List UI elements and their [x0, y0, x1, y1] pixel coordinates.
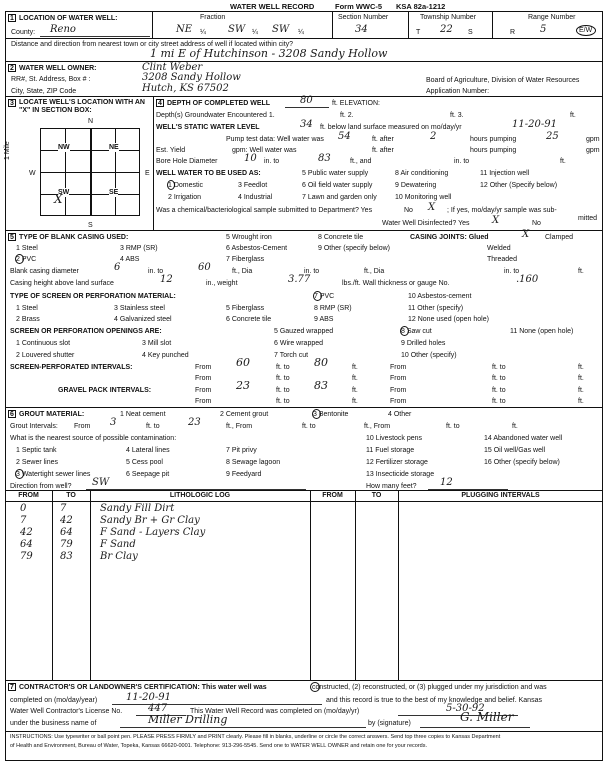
- bore-in-to2: in. to: [454, 158, 470, 165]
- weight-value: 3.77: [288, 274, 311, 285]
- table-col-line: [52, 490, 53, 680]
- completed-value: 11-20-91: [126, 692, 171, 703]
- ft-to: ft. to: [276, 398, 290, 405]
- row-from: 0: [20, 503, 27, 514]
- grid-line: [115, 128, 116, 216]
- bore-dia: 10: [244, 153, 257, 164]
- gp-from-label: From: [195, 387, 212, 394]
- chem-tail: ; If yes, mo/day/yr sample was sub-: [447, 207, 557, 214]
- use-2: 2 Irrigation: [168, 194, 202, 201]
- gravel-pack-label: GRAVEL PACK INTERVALS:: [58, 387, 152, 394]
- cert-label: CONTRACTOR'S OR LANDOWNER'S CERTIFICATION: This water well was: [19, 684, 267, 691]
- open-10: 10 Other (specify): [401, 352, 457, 359]
- use-10: 10 Monitoring well: [395, 194, 452, 201]
- divider: [5, 38, 603, 39]
- contam-3: 3 Watertight sewer lines: [16, 471, 91, 478]
- use-1: 1 Domestic: [168, 182, 204, 189]
- sp-ft-to: ft. to: [276, 364, 290, 371]
- form-title: WATER WELL RECORD: [230, 2, 315, 11]
- ft: ft.: [578, 398, 584, 405]
- use-8: 8 Air conditioning: [395, 170, 449, 177]
- mitted: mitted: [578, 215, 598, 222]
- section-1-number: 1: [8, 14, 16, 22]
- casing-8: 8 Concrete tile: [318, 234, 364, 241]
- row-desc: F Sand - Layers Clay: [100, 527, 206, 538]
- disinfected-label: Water Well Disinfected? Yes: [382, 220, 470, 227]
- height-label: Casing height above land surface: [10, 280, 114, 287]
- underline: [285, 107, 329, 108]
- row-desc: Sandy Br + Gr Clay: [100, 515, 200, 526]
- township-suffix: S: [468, 29, 473, 36]
- screen-12: 12 None used (open hole): [408, 316, 489, 323]
- screen-6: 6 Concrete tile: [226, 316, 272, 323]
- nw-label: NW: [58, 144, 70, 151]
- row-to: 83: [60, 551, 73, 562]
- grout-1: 1 Neat cement: [120, 411, 166, 418]
- fraction-q1: NE: [176, 24, 193, 35]
- divider: [332, 11, 333, 38]
- ft: ft.: [578, 268, 584, 275]
- fraction-label: Fraction: [200, 14, 226, 21]
- ft: ft.: [578, 364, 584, 371]
- contam-16: 16 Other (specify below): [484, 459, 560, 466]
- open-4: 4 Key punched: [142, 352, 189, 359]
- groundwater-label: Depth(s) Groundwater Encountered 1.: [156, 112, 275, 119]
- grout-2: 2 Cement grout: [220, 411, 269, 418]
- pump-after: ft. after: [372, 136, 394, 143]
- gi-ft-from: ft., From: [226, 423, 253, 430]
- joints-label: CASING JOINTS: Glued: [410, 234, 489, 241]
- casing-6: 6 Asbestos-Cement: [226, 245, 288, 252]
- chem-no: No: [404, 207, 413, 214]
- blank-dia: 6: [114, 262, 121, 273]
- gi-from-label: From: [74, 423, 91, 430]
- sp-to: 80: [314, 356, 328, 369]
- section-7-number: 7: [8, 683, 16, 691]
- open-7: 7 Torch cut: [274, 352, 309, 359]
- casing-9: 9 Other (specify below): [318, 245, 390, 252]
- use-11: 11 Injection well: [480, 170, 530, 177]
- ft-to: ft. to: [492, 364, 506, 371]
- casing-5: 5 Wrought iron: [226, 234, 272, 241]
- yield-gpm: gpm: [586, 147, 600, 154]
- divider: [5, 407, 603, 408]
- contam-13: 13 Insecticide storage: [366, 471, 435, 478]
- gp-ft-to: ft. to: [276, 387, 290, 394]
- contam-5: 5 Cess pool: [126, 459, 163, 466]
- open-8: 8 Saw cut: [401, 328, 432, 335]
- screen-2: 2 Brass: [16, 316, 40, 323]
- use-5: 5 Public water supply: [302, 170, 369, 177]
- direction-value: SW: [92, 477, 110, 488]
- county-label: County:: [11, 29, 36, 36]
- from-label: From: [195, 398, 212, 405]
- screen-1: 1 Steel: [16, 305, 38, 312]
- ft: ft.: [352, 375, 358, 382]
- instructions-line1: INSTRUCTIONS: Use typewriter or ball point pen. PLEASE PRESS FIRMLY and PRINT clearly. Please fill in blanks, underline or circle the correct answers. Send top three copies to Kansas Department: [10, 734, 501, 740]
- township-value: 22: [440, 24, 453, 35]
- sp-from: 60: [236, 356, 250, 369]
- divider: [5, 731, 603, 732]
- contam-9: 9 Feedyard: [226, 471, 262, 478]
- divider: [5, 680, 603, 681]
- static-mid: ft. below land surface measured on mo/day/yr: [320, 124, 462, 131]
- openings-label: SCREEN OR PERFORATION OPENINGS ARE:: [10, 328, 162, 335]
- east: E: [145, 170, 150, 177]
- county-underline: [40, 36, 150, 37]
- ne-label: NE: [109, 144, 119, 151]
- section-5-number: 5: [8, 233, 16, 241]
- col-to: TO: [66, 492, 76, 499]
- depth-value: 80: [300, 95, 313, 106]
- screen-8: 8 RMP (SR): [314, 305, 352, 312]
- ft: ft.: [352, 398, 358, 405]
- ft: ft.: [352, 387, 358, 394]
- screen-10: 10 Asbestos-cement: [408, 293, 472, 300]
- application-label: Application Number:: [426, 88, 490, 95]
- threaded: Threaded: [487, 256, 517, 263]
- screen-9: 9 ABS: [314, 316, 334, 323]
- contam-4: 4 Lateral lines: [126, 447, 170, 454]
- owner-label: WATER WELL OWNER:: [19, 65, 97, 72]
- from-label: From: [390, 398, 407, 405]
- open-5: 5 Gauzed wrapped: [274, 328, 334, 335]
- contam-8: 8 Sewage lagoon: [226, 459, 281, 466]
- board-text: Board of Agriculture, Division of Water Resources: [426, 77, 580, 84]
- howmany-label: How many feet?: [366, 483, 417, 490]
- completed-tail: and this record is true to the best of my knowledge and belief. Kansas: [326, 697, 542, 704]
- contam-label: What is the nearest source of possible contamination:: [10, 435, 177, 442]
- row-desc: F Sand: [100, 539, 136, 550]
- open-2: 2 Louvered shutter: [16, 352, 75, 359]
- casing-4: 4 ABS: [120, 256, 140, 263]
- license-label: Water Well Contractor's License No.: [10, 708, 123, 715]
- ft: ft.: [578, 375, 584, 382]
- row-desc: Sandy Fill Dirt: [100, 503, 175, 514]
- open-3: 3 Mill slot: [142, 340, 172, 347]
- mile-label: 1 Mile: [4, 141, 11, 160]
- bore-ft: ft.: [560, 158, 566, 165]
- row-from: 7: [20, 515, 27, 526]
- ft-to: ft. to: [492, 387, 506, 394]
- chem-label: Was a chemical/bacteriological sample submitted to Department? Yes: [156, 207, 373, 214]
- contam-12: 12 Fertilizer storage: [366, 459, 428, 466]
- quarter-mark: ¼: [298, 29, 304, 36]
- gi-ft-to3: ft. to: [446, 423, 460, 430]
- row-to: 42: [60, 515, 73, 526]
- col-to2: TO: [371, 492, 382, 499]
- screen-11: 11 Other (specify): [408, 305, 464, 312]
- underline: [420, 727, 530, 728]
- north: N: [88, 118, 94, 125]
- from-label: From: [195, 375, 212, 382]
- howmany-value: 12: [440, 477, 453, 488]
- township-prefix: T: [416, 29, 421, 36]
- in-to: in. to: [504, 268, 520, 275]
- gi-from: 3: [110, 417, 117, 428]
- groundwater-ft2: ft. 2.: [340, 112, 354, 119]
- from-label: From: [390, 387, 407, 394]
- completed-label: completed on (mo/day/year): [10, 697, 98, 704]
- west: W: [29, 170, 36, 177]
- bore-to: 83: [318, 153, 331, 164]
- open-1: 1 Continuous slot: [16, 340, 71, 347]
- grid-line: [65, 128, 66, 216]
- grout-3: 3 Bentonite: [313, 411, 349, 418]
- gauge-value: .160: [516, 274, 539, 285]
- address-label: RR#, St. Address, Box # :: [11, 76, 91, 83]
- casing-2: 2 PVC: [16, 256, 37, 263]
- depth-label: DEPTH OF COMPLETED WELL: [167, 100, 271, 107]
- ft-to: ft. to: [492, 398, 506, 405]
- pump-ft: 54: [338, 131, 351, 142]
- township-label: Township Number: [420, 14, 477, 21]
- business-label: under the business name of: [10, 720, 97, 727]
- casing-7: 7 Fiberglass: [226, 256, 265, 263]
- divider: [492, 11, 493, 38]
- pump-label: Pump test data: Well water was: [226, 136, 324, 143]
- underline: [112, 704, 322, 705]
- disinfected-yes-mark: X: [492, 215, 500, 226]
- casing-label: TYPE OF BLANK CASING USED:: [19, 234, 129, 241]
- section-number-label: Section Number: [338, 14, 389, 21]
- clamped: Clamped: [545, 234, 574, 241]
- underline: [120, 727, 366, 728]
- section-2-number: 2: [8, 64, 16, 72]
- ft-to: ft. to: [492, 375, 506, 382]
- gp-to: 83: [314, 379, 328, 392]
- contam-11: 11 Fuel storage: [366, 447, 415, 454]
- ft: ft.: [578, 387, 584, 394]
- grid-line: [90, 128, 92, 216]
- sp-from-label: From: [195, 364, 212, 371]
- record-date: 5-30-92: [446, 703, 485, 714]
- screen-3: 3 Stainless steel: [114, 305, 165, 312]
- range-prefix: R: [510, 29, 516, 36]
- section-4-number: 4: [156, 99, 164, 107]
- use-3: 3 Feedlot: [238, 182, 268, 189]
- blank-in-to: in. to: [148, 268, 164, 275]
- screen-7: 7 PVC: [314, 293, 335, 300]
- joints-glued-mark: X: [522, 229, 530, 240]
- south: S: [88, 222, 93, 229]
- table-col-line: [310, 490, 311, 680]
- divider: [152, 11, 153, 38]
- screen-label: TYPE OF SCREEN OR PERFORATION MATERIAL:: [10, 293, 176, 300]
- blank-dia-label: Blank casing diameter: [10, 268, 79, 275]
- use-12: 12 Other (Specify below): [480, 182, 558, 189]
- row-to: 79: [60, 539, 73, 550]
- open-6: 6 Wire wrapped: [274, 340, 324, 347]
- contam-7: 7 Pit privy: [226, 447, 257, 454]
- from-label: From: [390, 364, 407, 371]
- grout-label: GROUT MATERIAL:: [19, 411, 85, 418]
- open-11: 11 None (open hole): [510, 328, 574, 335]
- business-value: Miller Drilling: [148, 713, 228, 726]
- ft-to: ft. to: [276, 375, 290, 382]
- col-lithologic-log: LITHOLOGIC LOG: [169, 492, 231, 499]
- casing-1: 1 Steel: [16, 245, 38, 252]
- divider: [153, 96, 154, 230]
- row-desc: Br Clay: [100, 551, 138, 562]
- signature: G. Miller: [460, 710, 514, 724]
- gp-from: 23: [236, 379, 250, 392]
- col-from: FROM: [18, 492, 39, 499]
- section-3-number: 3: [8, 99, 16, 107]
- form-ksa: KSA 82a-1212: [396, 2, 446, 11]
- ft-dia: ft., Dia: [364, 268, 385, 275]
- direction-label: Direction from well?: [10, 483, 72, 490]
- table-col-line: [398, 490, 399, 680]
- instructions-line2: of Health and Environment, Bureau of Water, Topeka, Kansas 66620-0001. Telephone: 913-296-5545. Send one to WATER WELL OWNER and retain one for your records.: [10, 743, 428, 749]
- lbs-label: lbs./ft. Wall thickness or gauge No.: [342, 280, 450, 287]
- divider: [408, 11, 409, 38]
- gi-ft-to2: ft. to: [302, 423, 316, 430]
- use-4: 4 Industrial: [238, 194, 273, 201]
- locate-label: LOCATE WELL'S LOCATION WITH AN "X" IN SECTION BOX:: [19, 99, 145, 114]
- section-6-number: 6: [8, 410, 16, 418]
- casing-3: 3 RMP (SR): [120, 245, 158, 252]
- yield-mid: gpm: Well water was: [232, 147, 297, 154]
- from-label: From: [390, 375, 407, 382]
- col-plugging: PLUGGING INTERVALS: [461, 492, 540, 499]
- row-to: 64: [60, 527, 73, 538]
- yield-hours: hours pumping: [470, 147, 517, 154]
- bore-ft-and: ft., and: [350, 158, 372, 165]
- divider: [5, 61, 603, 62]
- grout-intervals-label: Grout Intervals:: [10, 423, 58, 430]
- row-to: 7: [60, 503, 67, 514]
- location-label: LOCATION OF WATER WELL:: [19, 15, 118, 22]
- distance-value: 1 mi E of Hutchinson - 3208 Sandy Hollow: [150, 47, 388, 60]
- open-9: 9 Drilled holes: [401, 340, 446, 347]
- divider: [5, 501, 603, 502]
- elevation-label: ft. ELEVATION:: [332, 100, 380, 107]
- divider: [5, 490, 603, 491]
- chem-no-mark: X: [428, 202, 436, 213]
- screen-5: 5 Fiberglass: [226, 305, 265, 312]
- divider: [5, 230, 603, 231]
- form-number: Form WWC-5: [335, 2, 383, 11]
- contam-10: 10 Livestock pens: [366, 435, 423, 442]
- yield-after: ft. after: [372, 147, 394, 154]
- cert-tail: constructed, (2) reconstructed, or (3) plugged under my jurisdiction and was: [312, 684, 547, 691]
- table-col-line: [355, 490, 356, 680]
- pump-gpm: 25: [546, 131, 559, 142]
- county-value: Reno: [50, 24, 76, 35]
- gi-ft-to: ft. to: [146, 423, 160, 430]
- city-label: City, State, ZIP Code: [11, 88, 77, 95]
- se-label: SE: [109, 189, 119, 196]
- contam-6: 6 Seepage pit: [126, 471, 170, 478]
- static-date: 11-20-91: [512, 119, 557, 130]
- fraction-q3: SW: [272, 24, 290, 35]
- range-ew: E/W: [579, 27, 593, 34]
- contam-15: 15 Oil well/Gas well: [484, 447, 546, 454]
- owner-value: Clint Weber: [142, 62, 203, 73]
- welded: Welded: [487, 245, 511, 252]
- use-6: 6 Oil field water supply: [302, 182, 373, 189]
- record-label: This Water Well Record was completed on (mo/day/yr): [190, 708, 360, 715]
- by-signature-label: by (signature): [368, 720, 411, 727]
- license-value: 447: [148, 703, 168, 714]
- range-value: 5: [540, 24, 547, 35]
- distance-label: Distance and direction from nearest town or city street address of well if located within city?: [11, 41, 294, 48]
- grout-4: 4 Other: [388, 411, 412, 418]
- groundwater-ft3: ft. 3.: [450, 112, 464, 119]
- height-value: 12: [160, 274, 173, 285]
- address-value: 3208 Sandy Hollow: [142, 72, 241, 83]
- quarter-mark: ¼: [200, 29, 206, 36]
- groundwater-ft: ft.: [570, 112, 576, 119]
- use-label: WELL WATER TO BE USED AS:: [156, 170, 261, 177]
- bore-label: Bore Hole Diameter: [156, 158, 218, 165]
- use-7: 7 Lawn and garden only: [302, 194, 377, 201]
- in-to: in. to: [304, 268, 320, 275]
- range-label: Range Number: [528, 14, 576, 21]
- yield-label: Est. Yield: [156, 147, 186, 154]
- row-from: 42: [20, 527, 33, 538]
- gi-to: 23: [188, 417, 201, 428]
- contam-14: 14 Abandoned water well: [484, 435, 563, 442]
- gpm: gpm: [586, 136, 600, 143]
- city-value: Hutch, KS 67502: [142, 83, 229, 94]
- col-from2: FROM: [322, 492, 343, 499]
- location-x-mark: X: [54, 192, 63, 206]
- screen-perforated-label: SCREEN-PERFORATED INTERVALS:: [10, 364, 133, 371]
- quarter-mark: ¼: [252, 29, 258, 36]
- fraction-q2: SW: [228, 24, 246, 35]
- blank-ft-dia: ft., Dia: [232, 268, 253, 275]
- contam-2: 2 Sewer lines: [16, 459, 59, 466]
- blank-to: 60: [198, 262, 211, 273]
- static-label: WELL'S STATIC WATER LEVEL: [156, 124, 260, 131]
- pump-hours: 2: [430, 131, 437, 142]
- ft: ft.: [352, 364, 358, 371]
- row-from: 64: [20, 539, 33, 550]
- section-number-value: 34: [355, 24, 368, 35]
- gi-ft: ft.: [512, 423, 518, 430]
- height-in: in., weight: [206, 280, 238, 287]
- row-from: 79: [20, 551, 33, 562]
- hours-pumping: hours pumping: [470, 136, 517, 143]
- contam-1: 1 Septic tank: [16, 447, 57, 454]
- sw-label: SW: [58, 189, 70, 196]
- disinfected-no: No: [532, 220, 541, 227]
- use-9: 9 Dewatering: [395, 182, 437, 189]
- screen-4: 4 Galvanized steel: [114, 316, 172, 323]
- static-value: 34: [300, 119, 313, 130]
- gi-ft-from2: ft., From: [364, 423, 391, 430]
- table-col-line: [90, 490, 91, 680]
- bore-in-to: in. to: [264, 158, 280, 165]
